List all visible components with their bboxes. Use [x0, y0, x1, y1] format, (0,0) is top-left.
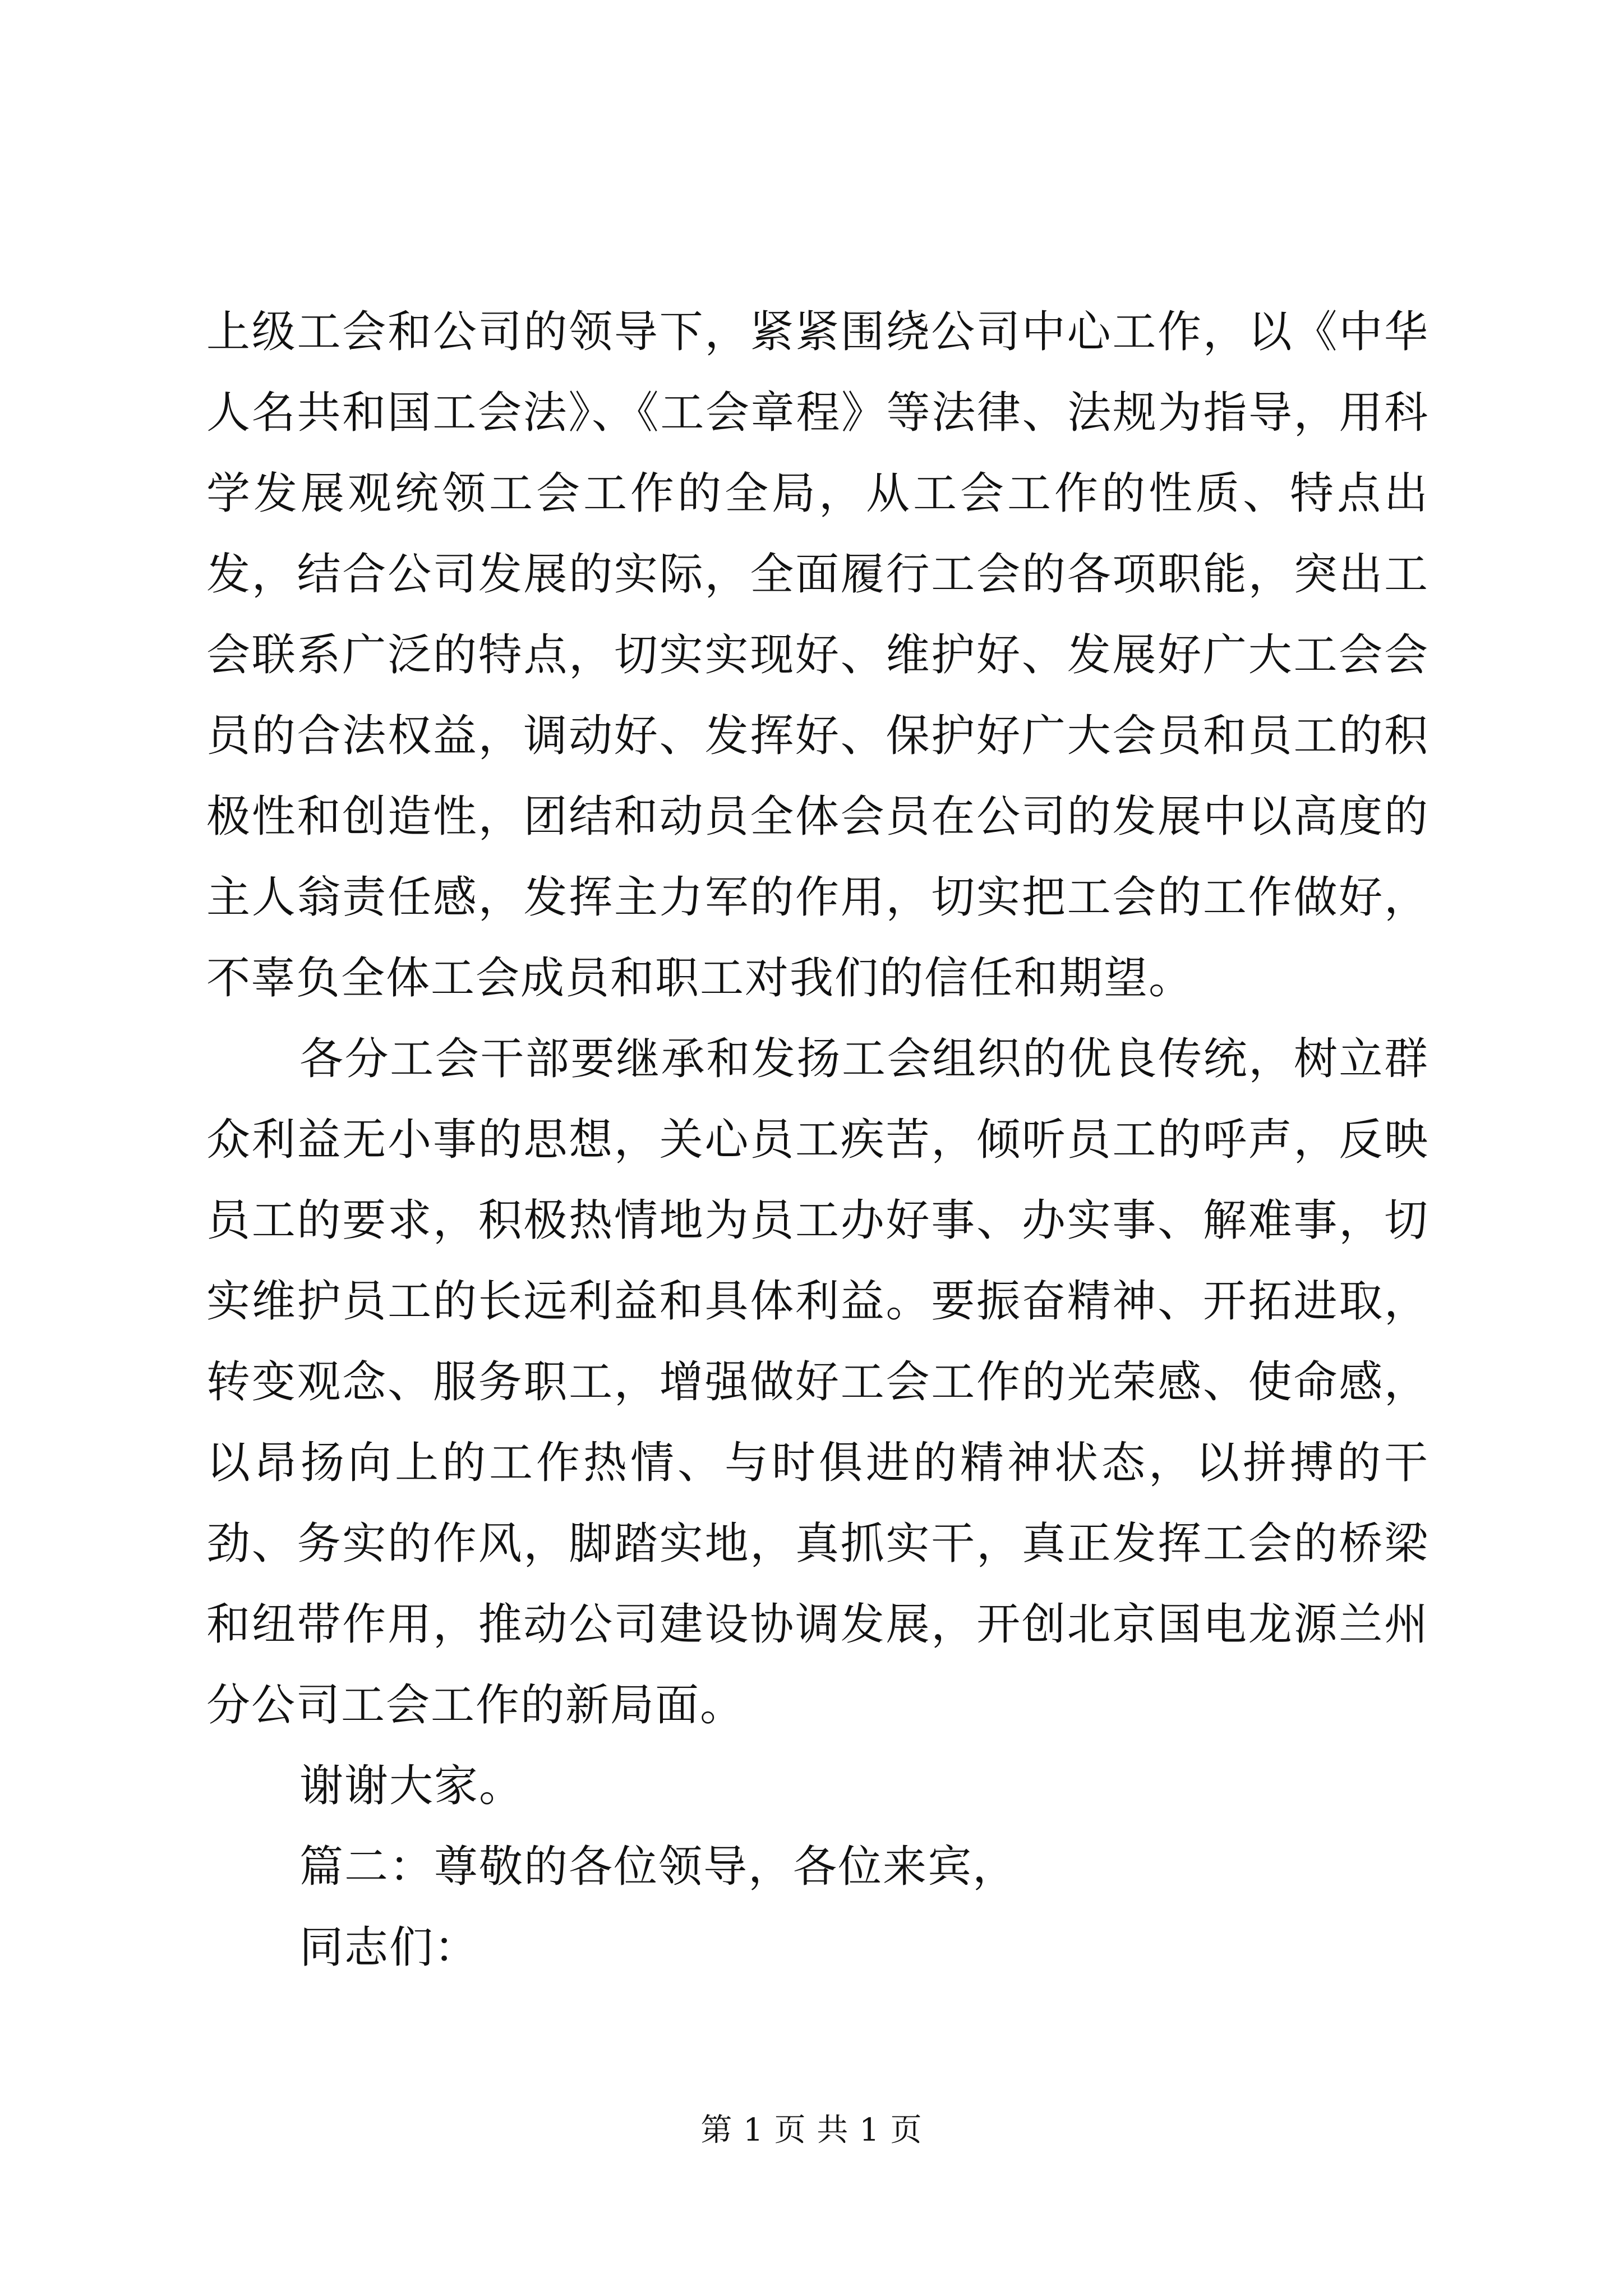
document-body — [206, 292, 1429, 1988]
salutation: 同志们： — [299, 1922, 479, 1973]
page-number-footer: 第 1 页 共 1 页 — [700, 2112, 923, 2148]
paragraph-2: 各分工会干部要继承和发扬工会组织的优良传统，树立群众利益无小事的思想，关心员工疾苦，倾听员工的呼声，反映员工的要求，积极热情地为员工办好事、办实事、解难事，切实维护员工的长远利益和具体利益。要振奋精神、开拓进取，转变观念、服务职工，增强做好工会工作的光荣感、使命感，以昂扬向上的工作热情、与时俱进的精神状态，以拼搏的干劲、务实的作风，脚踏实地，真抓实干，真正发挥工会的桥梁和纽带作用，推动公司建设协调发展，开创北京国电龙源兰州分公司工会工作的新局面。 — [206, 1034, 1429, 1731]
paragraph-1: 上级工会和公司的领导下，紧紧围绕公司中心工作，以《中华人名共和国工会法》、《工会章程》等法律、法规为指导，用科学发展观统领工会工作的全局，从工会工作的性质、特点出发，结合公司发展的实际，全面履行工会的各项职能，突出工会联系广泛的特点，切实实现好、维护好、发展好广大工会会员的合法权益，调动好、发挥好、保护好广大会员和员工的积极性和创造性，团结和动员全体会员在公司的发展中以高度的主人翁责任感，发挥主力军的作用，切实把工会的工作做好，不辜负全体工会成员和职工对我们的信任和期望。 — [206, 307, 1429, 1004]
section-heading: 篇二：尊敬的各位领导，各位来宾， — [299, 1842, 1018, 1892]
closing-line: 谢谢大家。 — [299, 1761, 524, 1811]
